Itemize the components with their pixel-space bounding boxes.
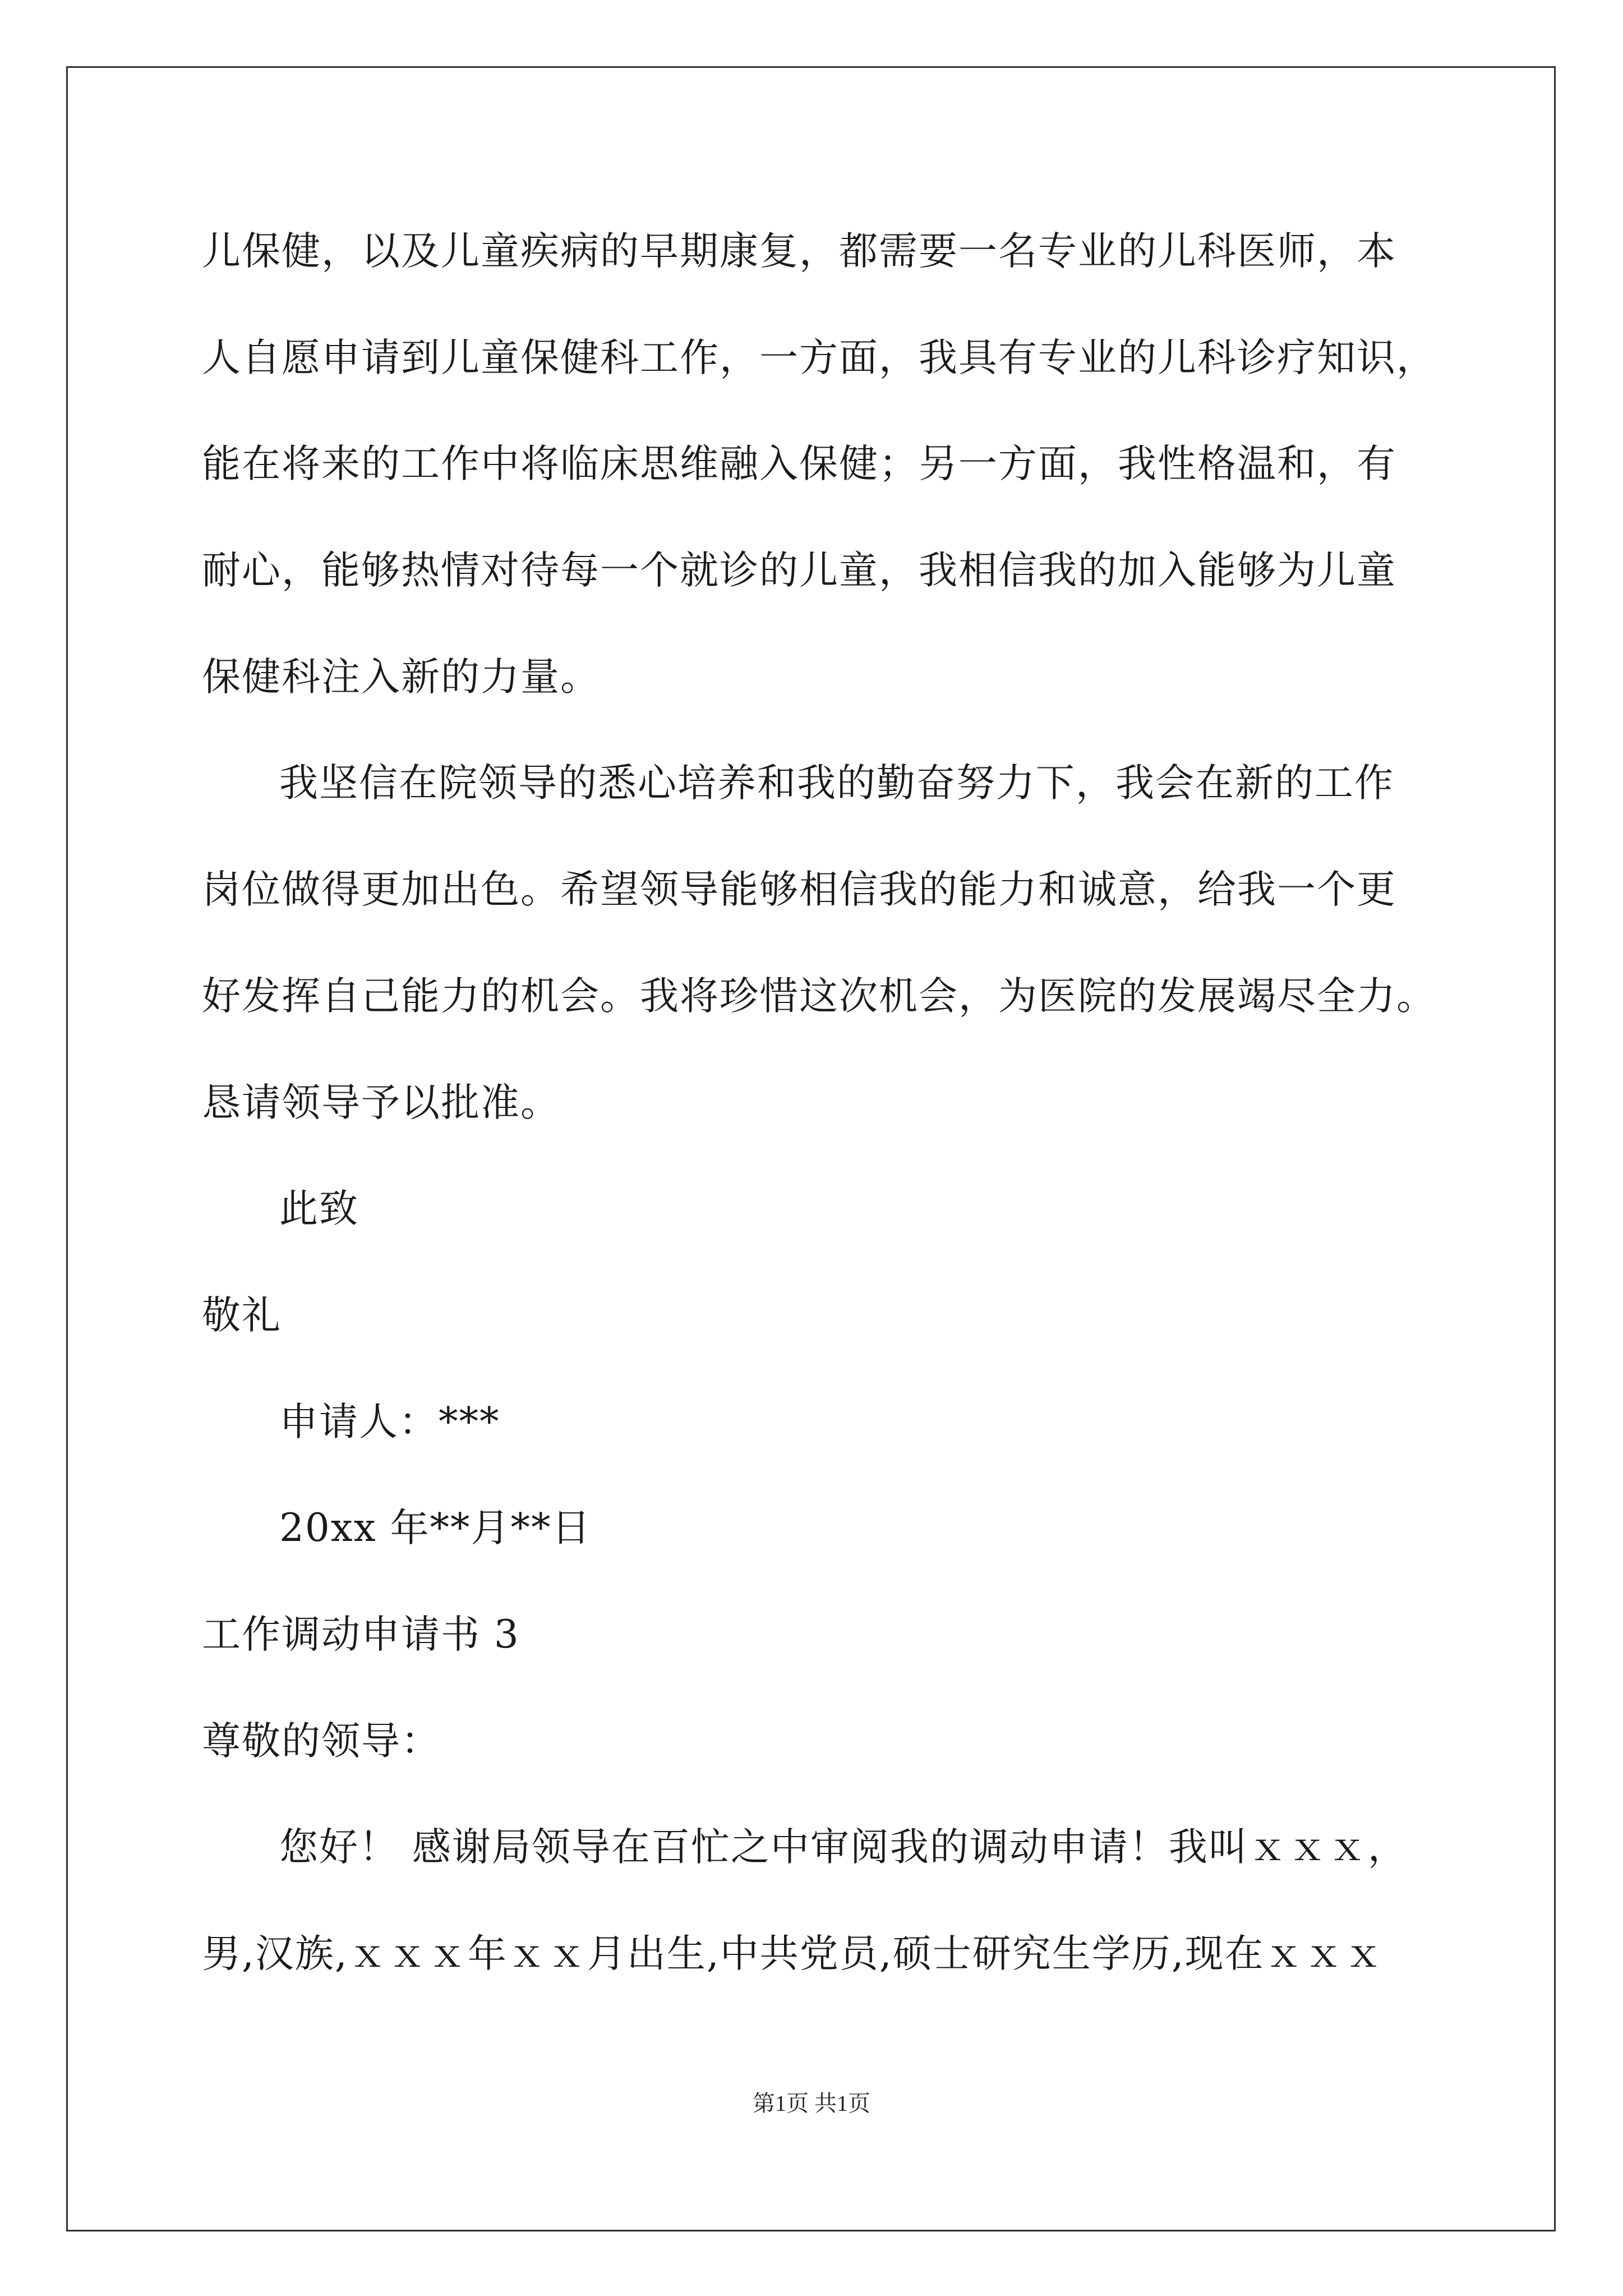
text-line: 男,汉族,ｘｘｘ年ｘｘ月出生,中共党员,硕士研究生学历,现在ｘｘｘ — [202, 1931, 1384, 1976]
page-border — [66, 66, 1556, 2231]
letter-greeting: 尊敬的领导： — [202, 1719, 441, 1764]
paragraph-start: 我坚信在院领导的悉心培养和我的勤奋努力下，我会在新的工作 — [279, 761, 1394, 806]
signature-date: 20xx 年**月**日 — [279, 1506, 592, 1550]
paragraph-start: 您好！ 感谢局领导在百忙之中审阅我的调动申请！我叫ｘｘｘ， — [279, 1825, 1408, 1870]
closing-regards: 敬礼 — [202, 1293, 282, 1338]
text-line: 人自愿申请到儿童保健科工作，一方面，我具有专业的儿科诊疗知识， — [202, 335, 1436, 380]
section-heading: 工作调动申请书 3 — [202, 1612, 520, 1657]
text-line: 儿保健，以及儿童疾病的早期康复，都需要一名专业的儿科医师，本 — [202, 229, 1396, 274]
page-number-footer: 第1页 共1页 — [753, 2091, 870, 2116]
text-line: 恳请领导予以批准。 — [202, 1080, 560, 1125]
text-line: 岗位做得更加出色。希望领导能够相信我的能力和诚意，给我一个更 — [202, 867, 1396, 912]
text-line: 好发挥自己能力的机会。我将珍惜这次机会，为医院的发展竭尽全力。 — [202, 974, 1436, 1019]
text-line: 能在将来的工作中将临床思维融入保健；另一方面，我性格温和，有 — [202, 441, 1396, 486]
closing-salutation: 此致 — [279, 1186, 359, 1231]
applicant-signature: 申请人：*** — [279, 1400, 500, 1444]
text-line: 耐心，能够热情对待每一个就诊的儿童，我相信我的加入能够为儿童 — [202, 548, 1396, 593]
text-line: 保健科注入新的力量。 — [202, 655, 600, 700]
